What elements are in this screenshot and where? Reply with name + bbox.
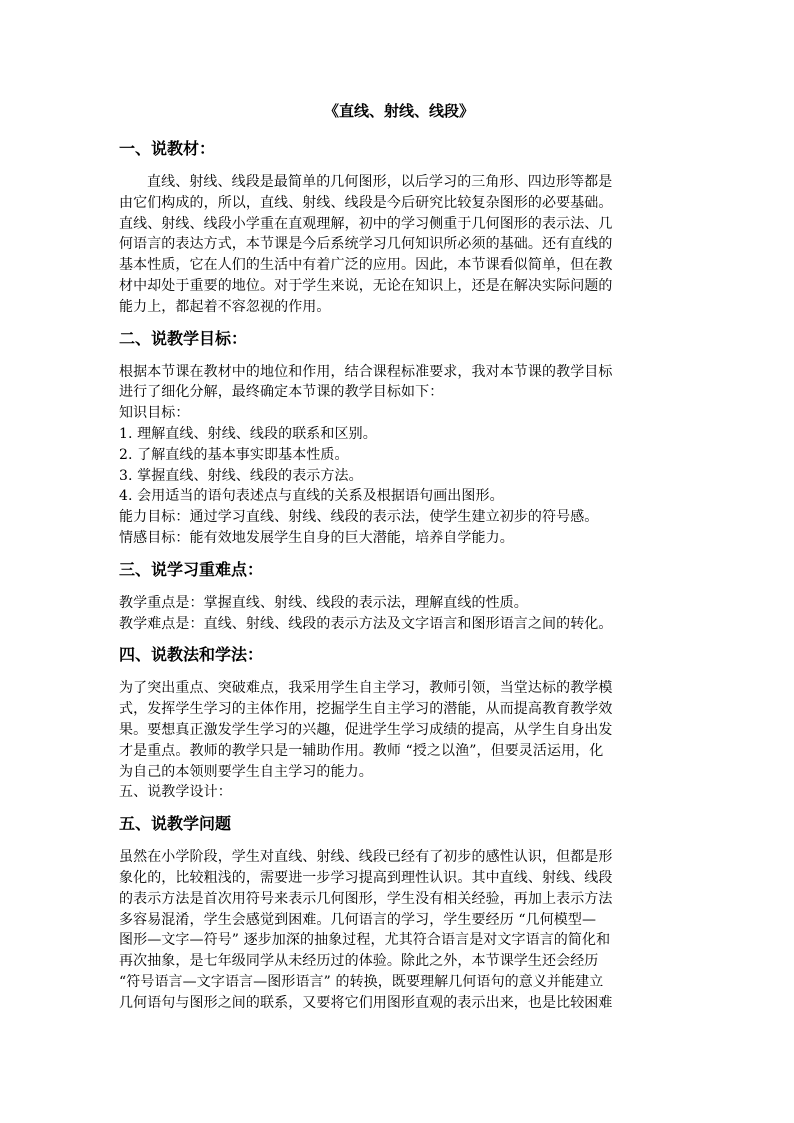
document-title: 《直线、射线、线段》	[323, 102, 474, 120]
text-line: 才是重点。教师的教学只是一辅助作用。教师 “授之以渔”，但要灵活运用，化	[119, 742, 604, 759]
text-line: 为了突出重点、突破难点，我采用学生自主学习，教师引领，当堂达标的教学模	[119, 680, 613, 697]
text-line: 教学重点是：掌握直线、射线、线段的表示法，理解直线的性质。	[119, 594, 528, 611]
paragraph-objectives	[119, 362, 679, 549]
document-page	[119, 98, 679, 1014]
text-line: 果。要想真正激发学生学习的兴趣，促进学生学习成绩的提高，从学生自身出发	[119, 721, 613, 738]
text-line: 虽然在小学阶段，学生对直线、射线、线段已经有了初步的感性认识，但都是形	[119, 849, 613, 866]
text-line: 材中却处于重要的地位。对于学生来说，无论在知识上，还是在解决实际问题的	[119, 277, 613, 294]
text-line: 由它们构成的，所以，直线、射线、线段是今后研究比较复杂图形的必要基础。	[119, 194, 613, 211]
paragraph-methods	[119, 678, 679, 803]
text-line: 式，发挥学生学习的主体作用，挖掘学生自主学习的潜能，从而提高教育教学效	[119, 701, 613, 718]
list-item: 1. 理解直线、射线、线段的联系和区别。	[119, 425, 377, 442]
text-line: 知识目标：	[119, 405, 190, 422]
text-line: 基本性质，它在人们的生活中有着广泛的应用。因此，本节课看似简单，但在教	[119, 257, 613, 274]
text-line: 象化的，比较粗浅的，需要进一步学习提高到理性认识。其中直线、射线、线段	[119, 869, 613, 886]
text-line: 的表示方法是首次用符号来表示几何图形，学生没有相关经验，再加上表示方法	[119, 890, 613, 907]
text-line: 图形—文字—符号” 逐步加深的抽象过程，尤其符合语言是对文字语言的简化和	[119, 932, 611, 949]
section-heading-objectives: 二、说教学目标：	[119, 328, 248, 348]
list-item: 3. 掌握直线、射线、线段的表示方法。	[119, 467, 363, 484]
paragraph-textbook	[119, 172, 679, 318]
text-line: 情感目标：能有效地发展学生自身的巨大潜能，培养自学能力。	[119, 529, 514, 546]
text-line: 为自己的本领则要学生自主学习的能力。	[119, 763, 373, 780]
text-line: 再次抽象，是七年级同学从未经历过的体验。除此之外，本节课学生还会经历	[119, 953, 599, 970]
list-item: 4. 会用适当的语句表述点与直线的关系及根据语句画出图形。	[119, 488, 504, 505]
text-line: 几何语句与图形之间的联系，又要将它们用图形直观的表示出来，也是比较困难	[119, 994, 613, 1011]
text-line: 进行了细化分解，最终确定本节课的教学目标如下：	[119, 384, 444, 401]
section-heading-key-points: 三、说学习重难点：	[119, 559, 264, 579]
text-line: 多容易混淆，学生会感觉到困难。几何语言的学习，学生要经历 “几何模型—	[119, 911, 597, 928]
text-line: 五、说教学设计：	[119, 784, 232, 801]
list-item: 2. 了解直线的基本事实即基本性质。	[119, 446, 349, 463]
paragraph-problems	[119, 847, 679, 1013]
text-line: 根据本节课在教材中的地位和作用，结合课程标准要求，我对本节课的教学目标	[119, 363, 613, 380]
text-line: 何语言的表达方式，本节课是今后系统学习几何知识所必须的基础。还有直线的	[119, 236, 613, 253]
section-heading-problems: 五、说教学问题	[119, 814, 232, 834]
text-line: 教学难点是：直线、射线、线段的表示方法及文字语言和图形语言之间的转化。	[119, 615, 613, 632]
section-heading-methods: 四、说教法和学法：	[119, 645, 264, 665]
text-line: 能力目标：通过学习直线、射线、线段的表示法，使学生建立初步的符号感。	[119, 509, 599, 526]
text-line: 能力上，都起着不容忽视的作用。	[119, 298, 331, 315]
text-line: “符号语言—文字语言—图形语言” 的转换，既要理解几何语句的意义并能建立	[119, 973, 604, 990]
section-heading-textbook: 一、说教材：	[119, 139, 216, 158]
text-line: 直线、射线、线段是最简单的几何图形，以后学习的三角形、四边形等都是	[147, 174, 613, 190]
text-line: 直线、射线、线段小学重在直观理解，初中的学习侧重于几何图形的表示法、几	[119, 215, 613, 232]
paragraph-key-points	[119, 593, 679, 635]
